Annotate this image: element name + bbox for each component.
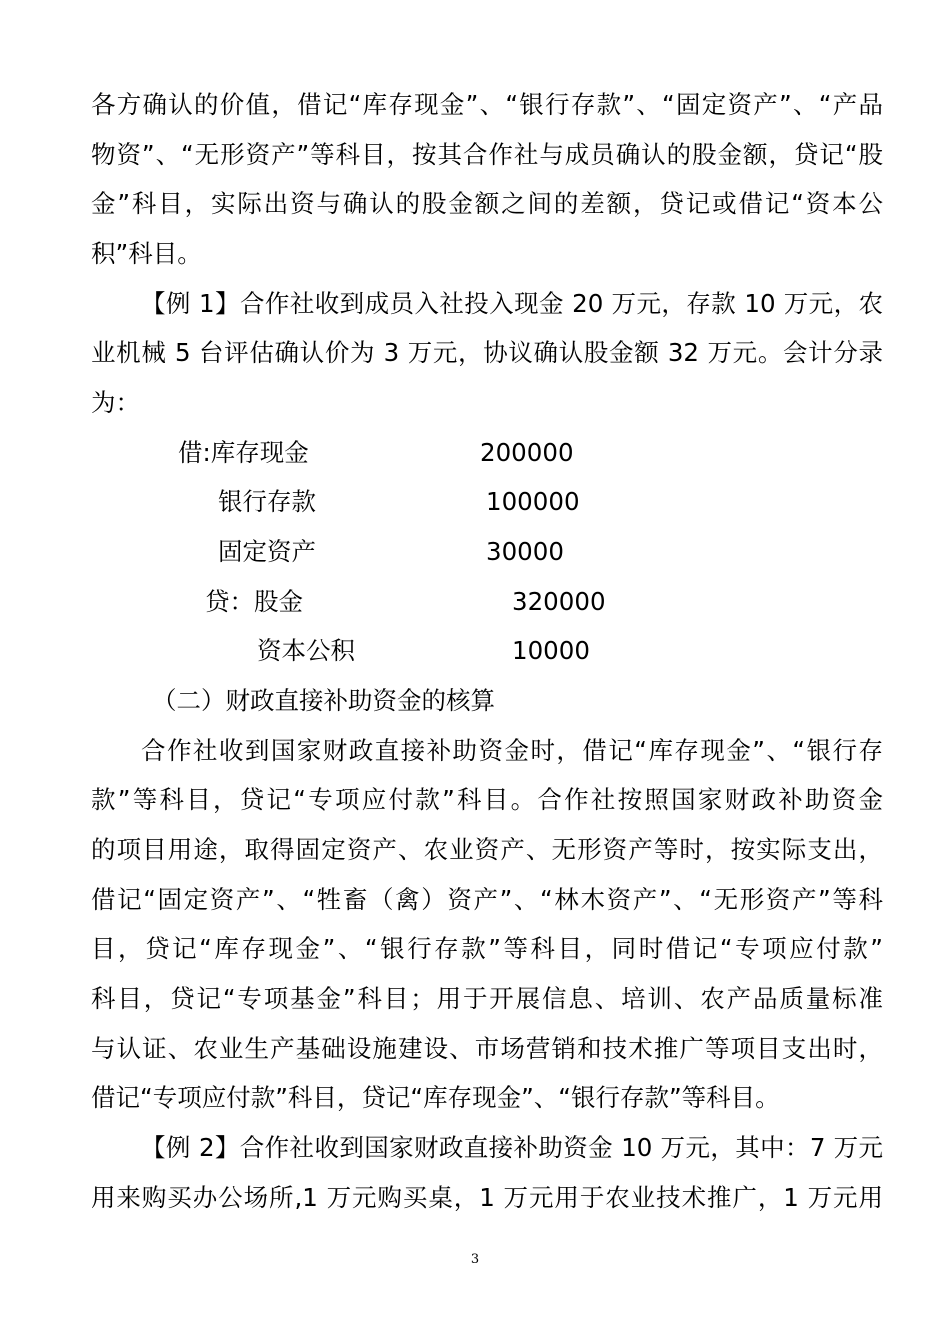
paragraph-2-line: 目，贷记“库存现金”、“银行存款”等科目，同时借记“专项应付款” — [91, 934, 883, 963]
paragraph-2-line: 科目，贷记“专项基金”科目；用于开展信息、培训、农产品质量标准 — [91, 984, 883, 1013]
entry-amount: 100000 — [486, 487, 580, 516]
paragraph-2-line: 合作社收到国家财政直接补助资金时，借记“库存现金”、“银行存 — [141, 736, 883, 765]
example-1-line: 为： — [91, 388, 140, 417]
example-1-line: 【例 1】合作社收到成员入社投入现金 20 万元，存款 10 万元，农 — [141, 289, 883, 318]
section-heading: （二）财政直接补助资金的核算 — [152, 686, 495, 715]
entry-amount: 320000 — [512, 587, 606, 616]
paragraph-2-line: 借记“专项应付款”科目，贷记“库存现金”、“银行存款”等科目。 — [91, 1083, 780, 1112]
example-2-line: 用来购买办公场所,1 万元购买桌，1 万元用于农业技术推广，1 万元用 — [91, 1183, 883, 1212]
entry-account: 银行存款 — [218, 487, 316, 516]
paragraph-2-line: 款”等科目，贷记“专项应付款”科目。合作社按照国家财政补助资金 — [91, 785, 883, 814]
entry-account: 资本公积 — [257, 636, 355, 665]
entry-amount: 200000 — [480, 438, 574, 467]
paragraph-2-line: 借记“固定资产”、“牲畜（禽）资产”、“林木资产”、“无形资产”等科 — [91, 885, 883, 914]
entry-account: 固定资产 — [218, 537, 316, 566]
paragraph-1-line: 物资”、“无形资产”等科目，按其合作社与成员确认的股金额，贷记“股 — [91, 140, 883, 169]
example-2-line: 【例 2】合作社收到国家财政直接补助资金 10 万元，其中：7 万元 — [141, 1133, 883, 1162]
entry-amount: 30000 — [486, 537, 564, 566]
entry-account: 借:库存现金 — [178, 438, 309, 467]
entry-account: 贷：股金 — [205, 587, 303, 616]
paragraph-1-line: 积”科目。 — [91, 239, 202, 268]
paragraph-1-line: 各方确认的价值，借记“库存现金”、“银行存款”、“固定资产”、“产品 — [91, 90, 883, 119]
paragraph-2-line: 与认证、农业生产基础设施建设、市场营销和技术推广等项目支出时， — [91, 1034, 883, 1063]
page-number: 3 — [470, 1252, 480, 1267]
paragraph-2-line: 的项目用途，取得固定资产、农业资产、无形资产等时，按实际支出， — [91, 835, 883, 864]
example-1-line: 业机械 5 台评估确认价为 3 万元，协议确认股金额 32 万元。会计分录 — [91, 338, 883, 367]
entry-amount: 10000 — [512, 636, 590, 665]
paragraph-1-line: 金”科目，实际出资与确认的股金额之间的差额，贷记或借记“资本公 — [91, 189, 883, 218]
